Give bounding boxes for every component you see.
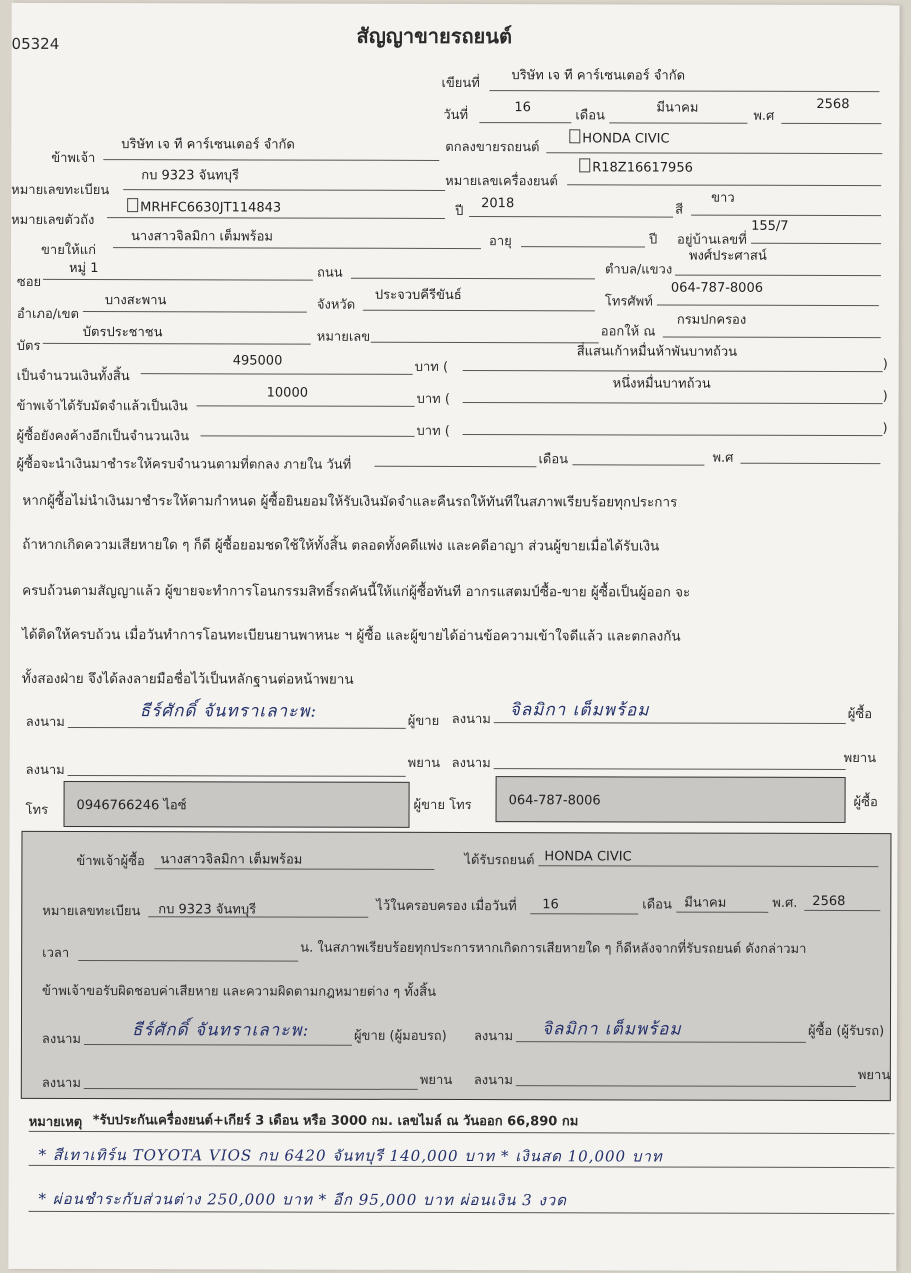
receipt-year-value: 2568 [812, 893, 846, 910]
issued-value: กรมปกครอง [676, 312, 747, 328]
remaining-close-paren: ) [882, 421, 888, 437]
total-label: เป็นจำนวนเงินทั้งสิ้น [16, 368, 130, 385]
deposit-text-line [463, 402, 883, 404]
agree-line [546, 152, 882, 154]
agree-label: ตกลงขายรถยนต์ [445, 139, 540, 156]
terms-line-3: ครบถ้วนตามสัญญาแล้ว ผู้ขายจะทำการโอนกรรมสิทธิ์รถคันนี้ให้แก่ผู้ซื้อทันที อากรแสตมป์ซื้อ-ขาย ผู้ซื้อเป็นผู้ออก จะ [22, 582, 691, 601]
sell-to-value: นางสาวจิลมิกา เต็มพร้อม [131, 229, 273, 245]
contract-sheet [8, 3, 899, 1271]
engine-value-text: R18Z16617956 [592, 160, 693, 176]
issued-line [663, 337, 881, 339]
seller-phone-box [64, 781, 410, 828]
chassis-value [127, 198, 281, 216]
condition-text: น. ในสภาพเรียบร้อยทุกประการหากเกิดการเสียหายใด ๆ ก็ดีหลังจากที่รับรถยนต์ ดังกล่าวมา [300, 940, 807, 957]
phone-label: โทรศัพท์ [604, 294, 653, 310]
deposit-label: ข้าพเจ้าได้รับมัดจำแล้วเป็นเงิน [16, 398, 188, 415]
car-year-line [469, 216, 673, 218]
witness1-sign-label: ลงนาม [25, 762, 65, 778]
card-value: บัตรประชาชน [82, 325, 163, 341]
receipt-witness2-line [516, 1085, 856, 1087]
document-number: 05324 [11, 34, 60, 53]
checkbox-icon [579, 158, 590, 172]
remaining-text-line [463, 434, 883, 436]
district-value: บางสะพาน [104, 293, 167, 309]
age-label: อายุ [489, 234, 512, 250]
seller-signature: ธีร์ศักดิ์ จันทราเลาะพ: [139, 701, 318, 722]
agree-value-text: HONDA CIVIC [582, 131, 670, 147]
buyer-phone-box [496, 776, 846, 823]
checkbox-icon [127, 198, 138, 212]
terms-line-5: ทั้งสองฝ่าย จึงได้ลงลายมือชื่อไว้เป็นหลักฐานต่อหน้าพยาน [21, 670, 354, 688]
written-at-line [489, 90, 879, 92]
receipt-reg-label: หมายเลขทะเบียน [42, 903, 141, 920]
receipt-month-value: มีนาคม [684, 895, 727, 911]
total-text-line [463, 370, 883, 372]
witness2-role: พยาน [843, 751, 877, 767]
road-label: ถนน [316, 265, 343, 281]
subdistrict-label: ตำบล/แขวง [604, 262, 673, 278]
responsibility-text: ข้าพเจ้าขอรับผิดชอบค่าเสียหาย และความผิดตามกฎหมายต่าง ๆ ทั้งสิ้น [42, 983, 436, 1000]
buyer-phone-value: 064-787-8006 [508, 793, 601, 809]
buyer-role: ผู้ซื้อ [847, 707, 873, 723]
district-label: อำเภอ/เขต [16, 306, 79, 323]
witness1-role: พยาน [407, 755, 441, 771]
buyer-phone-role: ผู้ซื้อ [853, 795, 878, 811]
total-close-paren: ) [882, 357, 888, 373]
deposit-line [197, 405, 415, 407]
chassis-label: หมายเลขตัวถัง [11, 212, 95, 229]
province-label: จังหวัด [316, 297, 356, 313]
engine-value [579, 158, 693, 176]
due-month-line [572, 464, 704, 465]
due-day-line [374, 466, 536, 467]
witness2-sign-line [494, 768, 846, 770]
seller-label: ข้าพเจ้า [51, 150, 96, 167]
receipt-witness1-line [84, 1088, 418, 1090]
receipt-box [21, 831, 892, 1101]
receipt-month-label: เดือน [642, 897, 672, 913]
total-baht-label: บาท ( [414, 359, 449, 375]
receipt-witness1-role: พยาน [419, 1072, 453, 1088]
soi-label: ซอย [16, 274, 42, 290]
seller-sign-line [68, 727, 406, 729]
receipt-reg-value: กบ 9323 จันทบุรี [158, 902, 257, 918]
witness2-sign-label: ลงนาม [451, 755, 491, 772]
color-value: ขาว [711, 190, 735, 206]
engine-label: หมายเลขเครื่องยนต์ [445, 173, 558, 190]
receipt-seller-role: ผู้ขาย (ผู้มอบรถ) [353, 1028, 447, 1044]
subdistrict-line [675, 275, 881, 277]
receipt-month-line [676, 912, 768, 913]
province-value: ประจวบคีรีขันธ์ [374, 287, 462, 304]
time-label: เวลา [42, 945, 70, 961]
receipt-witness2-sign-label: ลงนาม [473, 1073, 513, 1089]
soi-value: หมู่ 1 [68, 260, 99, 277]
car-year-value: 2018 [481, 196, 515, 212]
total-line [141, 373, 413, 375]
due-month-label: เดือน [538, 452, 569, 468]
remaining-baht-label: บาท ( [416, 423, 450, 439]
sell-to-label: ขายให้แก่ [40, 242, 97, 259]
receipt-buyer-value: นางสาวจิลมิกา เต็มพร้อม [160, 852, 303, 868]
deposit-value: 10000 [266, 385, 309, 401]
seller-value: บริษัท เจ ที คาร์เซนเตอร์ จำกัด [121, 137, 295, 153]
house-value: 155/7 [751, 218, 789, 234]
written-at-value: บริษัท เจ ที คาร์เซนเตอร์ จำกัด [511, 68, 686, 84]
engine-line [567, 184, 881, 186]
seller-sign-label: ลงนาม [25, 714, 65, 730]
date-value: 16 [514, 100, 531, 116]
receipt-seller-sign-line [84, 1044, 352, 1046]
deposit-close-paren: ) [882, 389, 888, 405]
chassis-value-text: MRHFC6630JT114843 [140, 200, 282, 216]
possess-label: ไว้ในครอบครอง เมื่อวันที่ [376, 898, 517, 915]
age-line [521, 246, 645, 247]
deposit-text: หนึ่งหมื่นบาทถ้วน [612, 376, 711, 392]
receipt-seller-sign-label: ลงนาม [41, 1031, 82, 1048]
total-value: 495000 [232, 353, 283, 369]
remaining-line [201, 435, 415, 437]
receipt-buyer-label: ข้าพเจ้าผู้ซื้อ [76, 854, 145, 870]
due-year-line [740, 463, 880, 464]
page-title: สัญญาขายรถยนต์ [356, 23, 512, 49]
buyer-signature: จิลมิกา เต็มพร้อม [509, 700, 650, 721]
remaining-label: ผู้ซื้อยังคงค้างอีกเป็นจำนวนเงิน [16, 428, 190, 445]
year-line [781, 123, 881, 124]
card-label: บัตร [16, 338, 41, 354]
card-no-label: หมายเลข [316, 329, 371, 345]
terms-line-2: ถ้าหากเกิดความเสียหายใด ๆ ก็ดี ผู้ซื้อยอมชดใช้ให้ทั้งสิ้น ตลอดทั้งคดีแพ่ง และคดีอาญา ส่วนผู้ขายเมื่อได้รับเงิน [22, 536, 660, 555]
due-label: ผู้ซื้อจะนำเงินมาชำระให้ครบจำนวนตามที่ตกลง ภายใน วันที่ [16, 456, 352, 473]
seller-role: ผู้ขาย [407, 713, 440, 729]
chassis-line [107, 217, 445, 219]
color-line [691, 215, 881, 216]
received-label: ได้รับรถยนต์ [464, 853, 535, 869]
buyer-sign-label: ลงนาม [451, 711, 491, 728]
remarks-handwritten-1: * สีเทาเทิร์น TOYOTA VIOS กบ 6420 จันทบุรี 140,000 บาท * เงินสด 10,000 บาท [38, 1145, 663, 1166]
total-text: สี่แสนเก้าหมื่นห้าพันบาทถ้วน [576, 344, 738, 360]
possess-day: 16 [542, 897, 559, 913]
district-line [83, 311, 307, 313]
receipt-buyer-signature: จิลมิกา เต็มพร้อม [541, 1019, 682, 1040]
remarks-line-3 [28, 1211, 894, 1214]
month-value: มีนาคม [656, 100, 699, 116]
received-line [538, 865, 878, 867]
witness1-sign-line [68, 775, 406, 777]
phone-line [657, 305, 879, 307]
car-year-label: ปี [455, 204, 464, 220]
card-no-line [371, 342, 599, 344]
seller-phone-role: ผู้ขาย โทร [413, 797, 472, 814]
seller-phone-label: โทร [25, 802, 49, 818]
possess-day-line [530, 913, 638, 914]
issued-label: ออกให้ ณ [600, 324, 656, 340]
date-label: วันที่ [443, 107, 469, 124]
seller-phone-value: 0946766246 ไอซ์ [76, 798, 187, 814]
receipt-year-label: พ.ศ. [772, 895, 798, 911]
year-label: พ.ศ [753, 108, 775, 124]
subdistrict-value: พงศ์ประศาสน์ [688, 248, 767, 264]
terms-line-1: หากผู้ซื้อไม่นำเงินมาชำระให้ตามกำหนด ผู้ซื้อยินยอมให้รับเงินมัดจำและคืนรถให้ทันทีในสภาพเรียบร้อยทุกประการ [22, 492, 678, 511]
seller-line [103, 159, 439, 161]
reg-line [123, 189, 445, 191]
remarks-label: หมายเหตุ [28, 1114, 83, 1131]
remarks-handwritten-2: * ผ่อนชำระกับส่วนต่าง 250,000 บาท * อีก 95,000 บาท ผ่อนเงิน 3 งวด [38, 1189, 567, 1210]
road-line [351, 278, 595, 280]
time-line [78, 960, 298, 962]
remarks-printed: *รับประกันเครื่องยนต์+เกียร์ 3 เดือน หรือ 3000 กม. เลขไมล์ ณ วันออก 66,890 กม [92, 1113, 579, 1130]
receipt-year-line [804, 910, 880, 911]
terms-line-4: ได้ติดให้ครบถ้วน เมื่อวันทำการโอนทะเบียนยานพาหนะ ฯ ผู้ซื้อ และผู้ขายได้อ่านข้อความเข้าใจดีแล้ว และตกลงกัน [21, 626, 681, 645]
phone-value: 064-787-8006 [670, 280, 764, 296]
agree-value [569, 129, 669, 147]
received-value: HONDA CIVIC [544, 849, 632, 865]
due-year-label: พ.ศ [712, 450, 734, 466]
house-label: อยู่บ้านเลขที่ [677, 232, 747, 248]
date-line [479, 122, 571, 123]
receipt-witness2-role: พยาน [857, 1068, 891, 1084]
card-line [43, 343, 311, 345]
receipt-buyer-sign-label: ลงนาม [473, 1029, 514, 1045]
age-unit: ปี [649, 232, 658, 248]
month-line [609, 122, 747, 123]
reg-label: หมายเลขทะเบียน [11, 182, 110, 199]
color-label: สี [675, 202, 684, 218]
deposit-baht-label: บาท ( [416, 391, 450, 407]
sell-to-line [113, 247, 481, 249]
month-label: เดือน [575, 108, 605, 124]
year-value: 2568 [816, 96, 850, 113]
house-line [751, 243, 881, 244]
written-at-label: เขียนที่ [441, 75, 480, 92]
soi-line [43, 279, 313, 281]
remarks-line-1 [29, 1131, 895, 1134]
receipt-seller-signature: ธีร์ศักดิ์ จันทราเลาะพ: [131, 1020, 310, 1041]
receipt-witness1-sign-label: ลงนาม [41, 1075, 81, 1092]
province-line [363, 310, 595, 312]
reg-value: กบ 9323 จันทบุรี [141, 168, 240, 184]
receipt-buyer-role: ผู้ซื้อ (ผู้รับรถ) [807, 1023, 885, 1040]
checkbox-icon [569, 129, 580, 143]
